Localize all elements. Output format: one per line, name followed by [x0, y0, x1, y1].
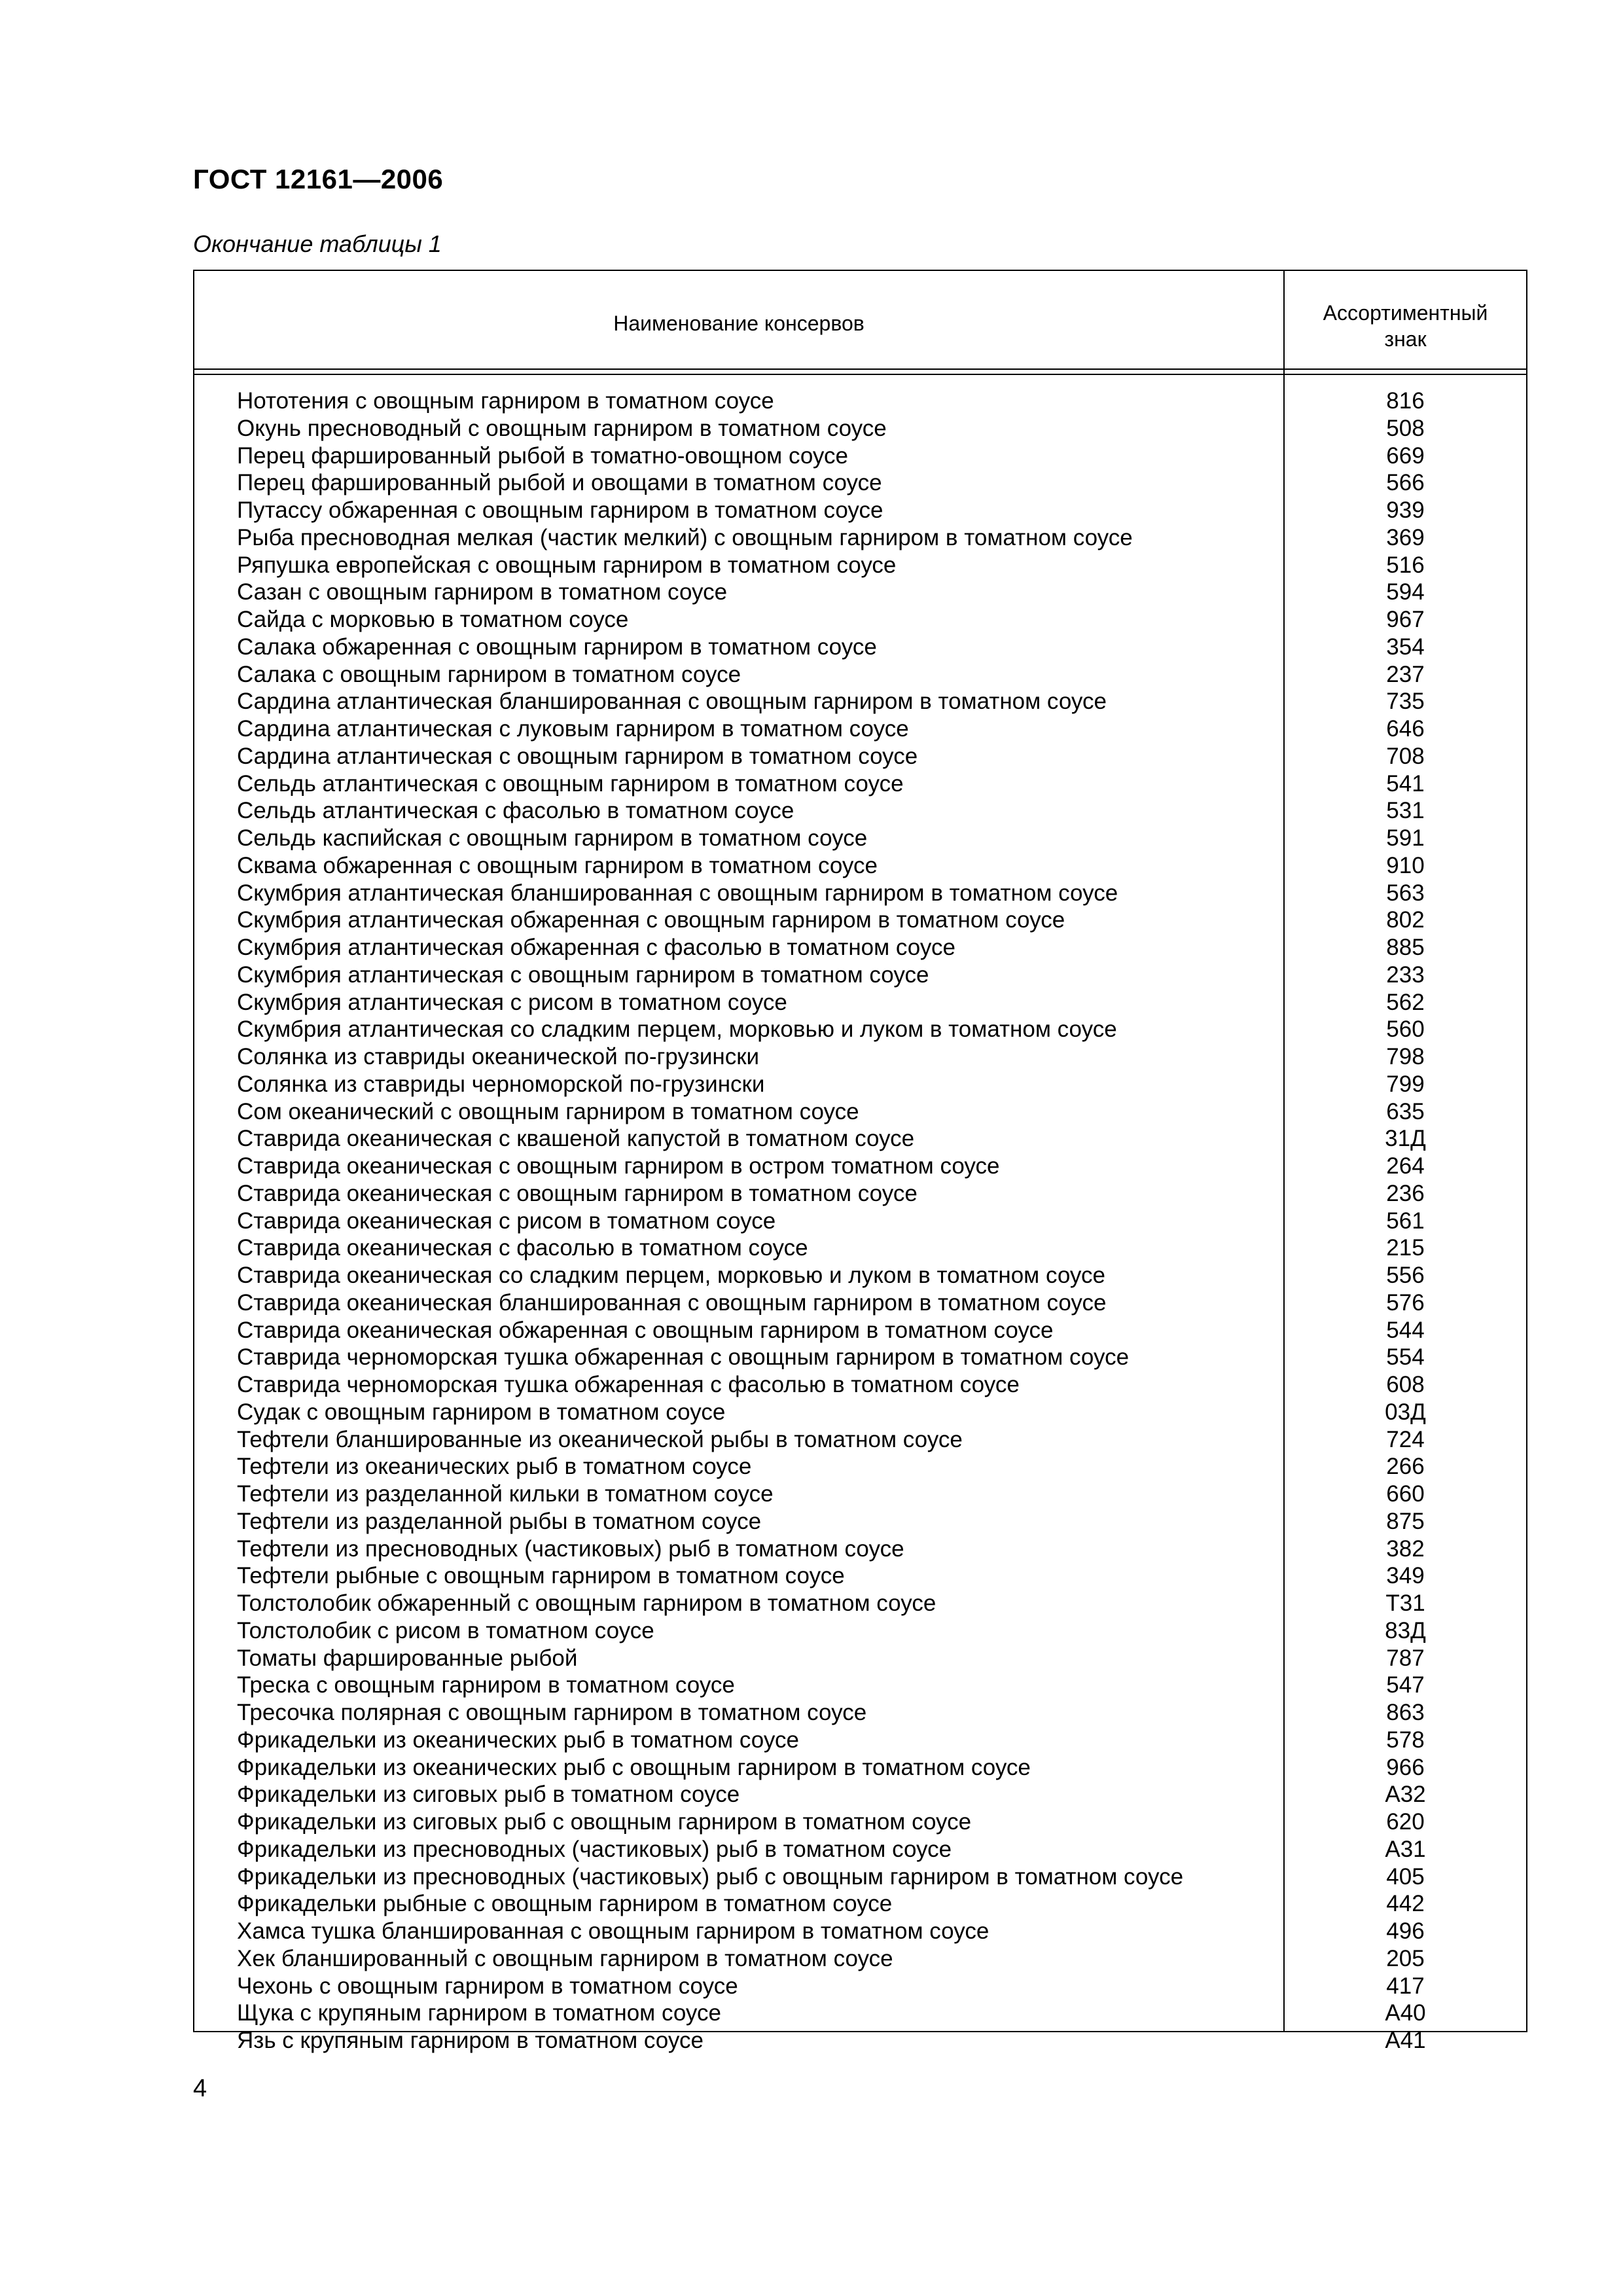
assortment-code-cell: 578	[1386, 1727, 1425, 1753]
assortment-code-cell: 233	[1386, 961, 1425, 988]
product-name-cell: Хамса тушка бланшированная с овощным гарниром в томатном соусе	[237, 1918, 990, 1944]
product-name-cell: Фрикадельки из пресноводных (частиковых) рыб в томатном соусе	[237, 1836, 952, 1862]
table-row	[194, 1480, 1526, 1508]
product-name-cell: Фрикадельки из сиговых рыб с овощным гарниром в томатном соусе	[237, 1809, 972, 1835]
product-name-cell: Ставрида черноморская тушка обжаренная с овощным гарниром в томатном соусе	[237, 1344, 1130, 1371]
table-row	[194, 825, 1526, 852]
table-row	[194, 1672, 1526, 1699]
assortment-code-cell: 541	[1386, 770, 1425, 797]
assortment-code-cell: 885	[1386, 935, 1425, 960]
product-name-cell: Скумбрия атлантическая обжаренная с овощным гарниром в томатном соусе	[237, 907, 1065, 933]
table-row	[194, 1317, 1526, 1344]
assortment-code-cell: 417	[1386, 1973, 1425, 1999]
table-row	[194, 1234, 1526, 1262]
product-name-cell: Чехонь с овощным гарниром в томатном соусе	[237, 1973, 738, 1999]
table-row	[194, 1453, 1526, 1480]
assortment-code-cell: 562	[1386, 989, 1425, 1015]
assortment-code-cell: 620	[1386, 1809, 1425, 1835]
table-row	[194, 688, 1526, 715]
assortment-code-cell: 236	[1386, 1180, 1425, 1206]
table-row	[194, 1125, 1526, 1153]
assortment-code-cell: 910	[1386, 852, 1425, 878]
table-row	[194, 961, 1526, 989]
assortment-code-cell: 442	[1386, 1891, 1425, 1917]
table-row	[194, 1836, 1526, 1863]
table-row	[194, 1808, 1526, 1836]
assortment-code-cell: А41	[1385, 2028, 1426, 2053]
table-row	[194, 606, 1526, 634]
product-name-cell: Тефтели из океанических рыб в томатном соусе	[237, 1454, 752, 1480]
table-row	[194, 797, 1526, 825]
product-name-cell: Тресочка полярная с овощным гарниром в томатном соусе	[237, 1700, 867, 1725]
product-name-cell: Скумбрия атлантическая обжаренная с фасолью в томатном соусе	[237, 935, 955, 960]
assortment-code-cell: 544	[1386, 1317, 1425, 1343]
table-row	[194, 387, 1526, 415]
assortment-code-cell: 561	[1386, 1208, 1425, 1234]
table-row	[194, 743, 1526, 770]
table-row	[194, 579, 1526, 606]
product-name-cell: Скумбрия атлантическая с рисом в томатном соусе	[237, 989, 787, 1015]
table-row	[194, 1863, 1526, 1891]
product-name-cell: Ставрида океаническая с квашеной капустой в томатном соусе	[237, 1126, 915, 1152]
product-name-cell: Сельдь каспийская с овощным гарниром в томатном соусе	[237, 825, 868, 851]
assortment-code-cell: А40	[1385, 2000, 1426, 2026]
table-row	[194, 661, 1526, 689]
header-code-line1: Ассортиментный	[1323, 301, 1488, 325]
product-name-cell: Скумбрия атлантическая со сладким перцем, морковью и луком в томатном соусе	[237, 1016, 1117, 1043]
assortment-code-cell: 967	[1386, 607, 1425, 632]
table-row	[194, 552, 1526, 579]
assortment-code-cell: 798	[1386, 1044, 1425, 1069]
table-caption: Окончание таблицы 1	[193, 230, 442, 257]
table-row	[194, 1590, 1526, 1617]
table-row	[194, 1645, 1526, 1672]
assortment-code-cell: 816	[1386, 388, 1425, 414]
header-rule-bottom	[194, 374, 1526, 375]
product-name-cell: Солянка из ставриды черноморской по-грузински	[237, 1071, 765, 1097]
assortment-code-cell: 531	[1386, 798, 1425, 824]
product-name-cell: Перец фаршированный рыбой и овощами в томатном соусе	[237, 470, 882, 496]
assortment-code-cell: 31Д	[1385, 1126, 1426, 1152]
product-name-cell: Сквама обжаренная с овощным гарниром в томатном соусе	[237, 852, 878, 878]
product-name-cell: Фрикадельки из океанических рыб с овощным гарниром в томатном соусе	[237, 1754, 1031, 1780]
product-name-cell: Сардина атлантическая с овощным гарниром в томатном соусе	[237, 743, 918, 769]
product-name-cell: Салака с овощным гарниром в томатном соусе	[237, 661, 741, 687]
product-name-cell: Ставрида океаническая бланшированная с овощным гарниром в томатном соусе	[237, 1289, 1107, 1316]
table-row	[194, 1208, 1526, 1235]
product-name-cell: Путассу обжаренная с овощным гарниром в томатном соусе	[237, 497, 883, 523]
table-row	[194, 497, 1526, 524]
product-name-cell: Ряпушка европейская с овощным гарниром в томатном соусе	[237, 552, 897, 578]
table-row	[194, 1043, 1526, 1071]
assortment-code-cell: 349	[1386, 1563, 1425, 1589]
table-row	[194, 1727, 1526, 1754]
product-name-cell: Язь с крупяным гарниром в томатном соусе	[237, 2028, 704, 2053]
table-row	[194, 1562, 1526, 1590]
table-row	[194, 634, 1526, 661]
header-assortment-code	[1285, 300, 1526, 352]
product-name-cell: Сельдь атлантическая с фасолью в томатном соусе	[237, 798, 794, 824]
product-name-cell: Салака обжаренная с овощным гарниром в томатном соусе	[237, 634, 877, 660]
assortment-code-cell: 863	[1386, 1700, 1425, 1725]
table-row	[194, 1754, 1526, 1782]
table-row	[194, 1098, 1526, 1126]
assortment-code-cell: 966	[1386, 1754, 1425, 1780]
assortment-code-cell: 560	[1386, 1016, 1425, 1043]
assortment-code-cell: 635	[1386, 1098, 1425, 1124]
product-name-cell: Сельдь атлантическая с овощным гарниром в томатном соусе	[237, 770, 904, 797]
product-name-cell: Фрикадельки из пресноводных (частиковых) рыб с овощным гарниром в томатном соусе	[237, 1863, 1184, 1890]
assortment-code-cell: А32	[1385, 1782, 1426, 1808]
assortment-code-cell: 554	[1386, 1344, 1425, 1371]
table-row	[194, 1399, 1526, 1426]
table-row	[194, 1945, 1526, 1973]
table-row	[194, 469, 1526, 497]
assortment-code-cell: 669	[1386, 442, 1425, 469]
header-code-line2: знак	[1384, 327, 1427, 351]
product-name-cell: Фрикадельки из сиговых рыб в томатном соусе	[237, 1782, 740, 1808]
table-row	[194, 1699, 1526, 1727]
product-name-cell: Фрикадельки рыбные с овощным гарниром в томатном соусе	[237, 1891, 893, 1917]
product-name-cell: Ставрида океаническая с фасолью в томатном соусе	[237, 1235, 808, 1261]
assortment-code-cell: А31	[1385, 1836, 1426, 1862]
table-row	[194, 989, 1526, 1016]
assortment-code-cell: 576	[1386, 1289, 1425, 1316]
table-row	[194, 1781, 1526, 1808]
product-name-cell: Скумбрия атлантическая с овощным гарниром в томатном соусе	[237, 961, 929, 988]
product-name-cell: Тефтели из разделанной рыбы в томатном соусе	[237, 1508, 762, 1534]
assortment-code-cell: 799	[1386, 1071, 1425, 1097]
table-body	[194, 387, 1526, 2054]
product-name-cell: Скумбрия атлантическая бланшированная с овощным гарниром в томатном соусе	[237, 880, 1118, 906]
product-name-cell: Треска с овощным гарниром в томатном соусе	[237, 1672, 735, 1698]
product-name-cell: Сардина атлантическая с луковым гарниром в томатном соусе	[237, 716, 909, 742]
assortment-code-cell: 237	[1386, 661, 1425, 687]
table-row	[194, 1153, 1526, 1180]
product-name-cell: Щука с крупяным гарниром в томатном соусе	[237, 2000, 721, 2026]
product-name-cell: Ставрида океаническая с овощным гарниром в остром томатном соусе	[237, 1153, 1000, 1179]
table-row	[194, 906, 1526, 934]
assortment-code-cell: 802	[1386, 907, 1425, 933]
product-name-cell: Судак с овощным гарниром в томатном соусе	[237, 1399, 726, 1425]
product-name-cell: Тефтели рыбные с овощным гарниром в томатном соусе	[237, 1563, 845, 1589]
table-row	[194, 1371, 1526, 1399]
product-name-cell: Толстолобик с рисом в томатном соусе	[237, 1617, 654, 1643]
assortment-code-cell: 382	[1386, 1535, 1425, 1562]
product-name-cell: Сазан с овощным гарниром в томатном соусе	[237, 579, 728, 605]
table-row	[194, 934, 1526, 961]
table-row	[194, 415, 1526, 442]
table-row	[194, 1289, 1526, 1317]
document-title: ГОСТ 12161—2006	[193, 164, 444, 194]
table-row	[194, 524, 1526, 552]
assortment-code-cell: 563	[1386, 880, 1425, 906]
assortment-code-cell: 608	[1386, 1372, 1425, 1397]
product-name-cell: Сайда с морковью в томатном соусе	[237, 607, 629, 632]
table-row	[194, 1426, 1526, 1454]
product-name-cell: Рыба пресноводная мелкая (частик мелкий) с овощным гарниром в томатном соусе	[237, 524, 1133, 550]
table-row	[194, 2027, 1526, 2054]
table-row	[194, 2000, 1526, 2027]
assortment-code-cell: 508	[1386, 415, 1425, 441]
assortment-code-cell: 83Д	[1385, 1617, 1426, 1643]
product-name-cell: Солянка из ставриды океанической по-грузински	[237, 1044, 760, 1069]
table-row	[194, 1918, 1526, 1945]
assortment-code-cell: 939	[1386, 497, 1425, 523]
product-name-cell: Толстолобик обжаренный с овощным гарниром в томатном соусе	[237, 1590, 936, 1616]
assortment-code-cell: 787	[1386, 1645, 1425, 1671]
product-name-cell: Тефтели бланшированные из океанической рыбы в томатном соусе	[237, 1426, 963, 1452]
table-row	[194, 715, 1526, 743]
table-row	[194, 1617, 1526, 1645]
assortment-code-cell: 724	[1386, 1426, 1425, 1452]
assortment-code-cell: 735	[1386, 689, 1425, 715]
assortment-code-cell: 405	[1386, 1863, 1425, 1890]
assortment-code-cell: 660	[1386, 1481, 1425, 1507]
assortment-code-cell: 566	[1386, 470, 1425, 496]
header-product-name: Наименование консервов	[613, 312, 865, 335]
product-name-cell: Тефтели из пресноводных (частиковых) рыб в томатном соусе	[237, 1535, 904, 1562]
table-row	[194, 880, 1526, 907]
assortment-table	[193, 270, 1527, 2053]
table-row	[194, 1508, 1526, 1535]
table-row	[194, 770, 1526, 798]
assortment-code-cell: 875	[1386, 1508, 1425, 1534]
table-row	[194, 1973, 1526, 2000]
assortment-code-cell: 547	[1386, 1672, 1425, 1698]
table-row	[194, 1535, 1526, 1563]
assortment-code-cell: 516	[1386, 552, 1425, 578]
product-name-cell: Сардина атлантическая бланшированная с овощным гарниром в томатном соусе	[237, 689, 1107, 715]
product-name-cell: Томаты фаршированные рыбой	[237, 1645, 578, 1671]
assortment-code-cell: Т31	[1385, 1590, 1425, 1616]
assortment-code-cell: 205	[1386, 1945, 1425, 1971]
product-name-cell: Фрикадельки из океанических рыб в томатном соусе	[237, 1727, 799, 1753]
product-name-cell: Перец фаршированный рыбой в томатно-овощном соусе	[237, 442, 848, 469]
product-name-cell: Ставрида океаническая со сладким перцем, морковью и луком в томатном соусе	[237, 1263, 1106, 1288]
product-name-cell: Ставрида океаническая обжаренная с овощным гарниром в томатном соусе	[237, 1317, 1054, 1343]
product-name-cell: Окунь пресноводный с овощным гарниром в томатном соусе	[237, 415, 887, 441]
assortment-code-cell: 354	[1386, 634, 1425, 660]
table-row	[194, 1890, 1526, 1918]
product-name-cell: Ставрида океаническая с овощным гарниром в томатном соусе	[237, 1180, 918, 1206]
table-row	[194, 1344, 1526, 1371]
table-row	[194, 1016, 1526, 1043]
assortment-code-cell: 708	[1386, 743, 1425, 769]
table-row	[194, 442, 1526, 470]
assortment-code-cell: 496	[1386, 1918, 1425, 1944]
table-row	[194, 1071, 1526, 1098]
assortment-code-cell: 03Д	[1385, 1399, 1426, 1425]
assortment-code-cell: 369	[1386, 524, 1425, 550]
assortment-code-cell: 266	[1386, 1454, 1425, 1480]
header-rule-top	[194, 368, 1526, 370]
assortment-code-cell: 646	[1386, 716, 1425, 742]
product-name-cell: Ставрида черноморская тушка обжаренная с фасолью в томатном соусе	[237, 1372, 1020, 1397]
table-row	[194, 852, 1526, 880]
assortment-code-cell: 594	[1386, 579, 1425, 605]
product-name-cell: Нототения с овощным гарниром в томатном соусе	[237, 388, 774, 414]
product-name-cell: Тефтели из разделанной кильки в томатном соусе	[237, 1481, 774, 1507]
product-name-cell: Хек бланшированный с овощным гарниром в томатном соусе	[237, 1945, 893, 1971]
assortment-code-cell: 556	[1386, 1263, 1425, 1288]
product-name-cell: Сом океанический с овощным гарниром в томатном соусе	[237, 1098, 859, 1124]
product-name-cell: Ставрида океаническая с рисом в томатном соусе	[237, 1208, 776, 1234]
table-row	[194, 1262, 1526, 1289]
assortment-code-cell: 591	[1386, 825, 1425, 851]
assortment-code-cell: 264	[1386, 1153, 1425, 1179]
table-row	[194, 1180, 1526, 1208]
page-number: 4	[193, 2075, 207, 2102]
assortment-code-cell: 215	[1386, 1235, 1425, 1261]
